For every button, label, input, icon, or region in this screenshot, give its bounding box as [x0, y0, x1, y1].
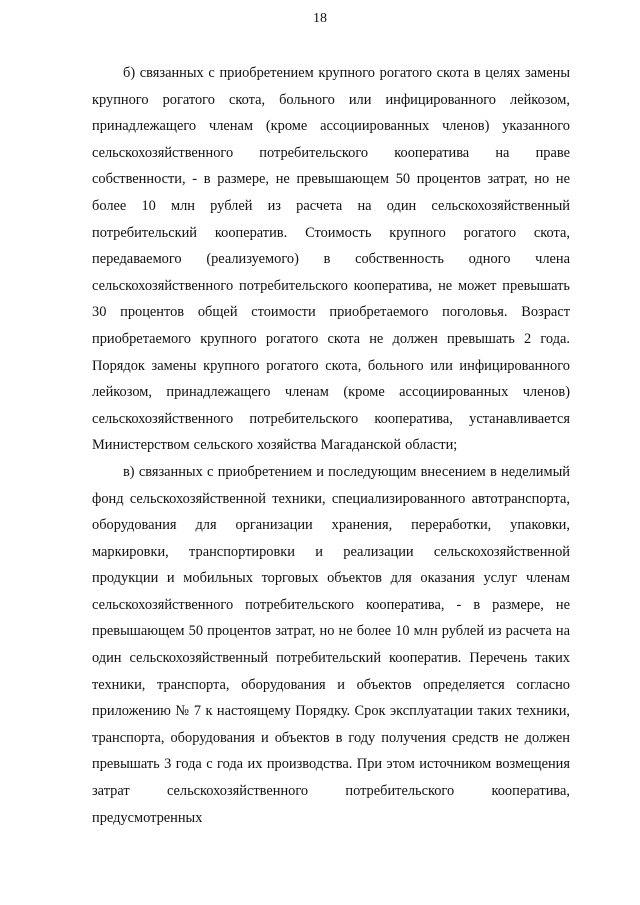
- paragraph-b: б) связанных с приобретением крупного рогатого скота в целях замены крупного рогатого скота, больного или инфицированного лейкозом, принадлежащего членам (кроме ассоциированных членов) указанного сельскохозяйственного потребительского кооператива на праве собственности, - в размере, не превышающем 50 процентов затрат, но не более 10 млн рублей из расчета на один сельскохозяйственный потребительский кооператив. Стоимость крупного рогатого скота, передаваемого (реализуемого) в собственность одного члена сельскохозяйственного потребительского кооператива, не может превышать 30 процентов общей стоимости приобретаемого поголовья. Возраст приобретаемого крупного рогатого скота не должен превышать 2 года. Порядок замены крупного рогатого скота, больного или инфицированного лейкозом, принадлежащего членам (кроме ассоциированных членов) сельскохозяйственного потребительского кооператива, устанавливается Министерством сельского хозяйства Магаданской области;: [92, 65, 570, 454]
- page-number: 18: [313, 11, 327, 26]
- document-body: [92, 60, 570, 831]
- paragraph-v: в) связанных с приобретением и последующим внесением в неделимый фонд сельскохозяйственной техники, специализированного автотранспорта, оборудования для организации хранения, переработки, упаковки, маркировки, транспортировки и реализации сельскохозяйственной продукции и мобильных торговых объектов для оказания услуг членам сельскохозяйственного потребительского кооператива, - в размере, не превышающем 50 процентов затрат, но не более 10 млн рублей из расчета на один сельскохозяйственный потребительский кооператив. Перечень таких техники, транспорта, оборудования и объектов определяется согласно приложению № 7 к настоящему Порядку. Срок эксплуатации таких техники, транспорта, оборудования и объектов в году получения средств не должен превышать 3 года с года их производства. При этом источником возмещения затрат сельскохозяйственного потребительского кооператива, предусмотренных: [92, 463, 570, 826]
